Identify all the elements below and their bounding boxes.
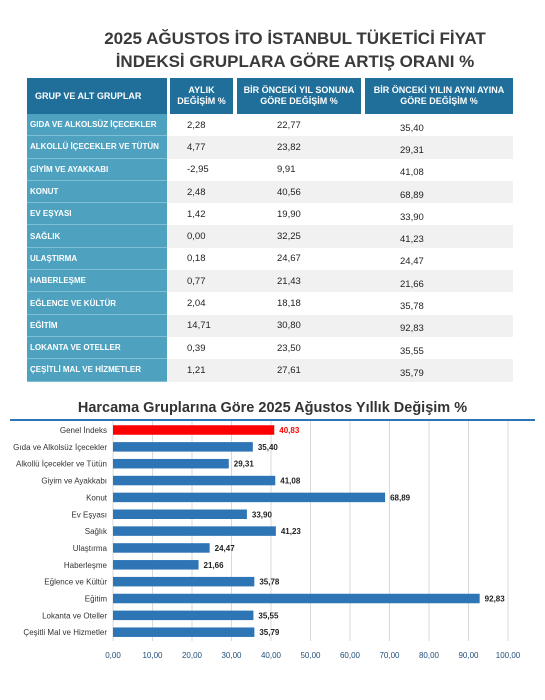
data-label: 35,79 — [259, 628, 280, 638]
category-label: Alkollü İçecekler ve Tütün — [15, 459, 107, 469]
data-label: 29,31 — [233, 459, 254, 469]
monthly-change: 0,00 — [187, 231, 206, 243]
ytd-change: 9,91 — [277, 164, 296, 176]
table-row — [27, 181, 513, 203]
group-name: EĞLENCE VE KÜLTÜR — [27, 292, 167, 314]
yoy-change: 41,08 — [400, 167, 424, 179]
monthly-change: 0,39 — [187, 342, 206, 354]
header-yoy: BİR ÖNCEKİ YILIN AYNI AYINA GÖRE DEĞİŞİM % — [365, 78, 513, 114]
group-name: SAĞLIK — [27, 225, 167, 247]
bar — [113, 493, 385, 503]
bar — [113, 577, 254, 587]
bar — [113, 627, 254, 637]
yoy-change: 29,31 — [400, 144, 424, 156]
x-tick-label: 40,00 — [260, 651, 282, 660]
data-label: 35,55 — [258, 611, 279, 621]
x-tick-label: 60,00 — [339, 651, 361, 660]
ytd-change: 40,56 — [277, 186, 301, 198]
monthly-change: 0,18 — [187, 253, 206, 265]
x-tick-label: 50,00 — [300, 651, 321, 660]
x-tick-label: 70,00 — [379, 651, 400, 660]
data-label: 41,08 — [280, 476, 301, 486]
bar — [113, 560, 199, 570]
page-title: 2025 AĞUSTOS İTO İSTANBUL TÜKETİCİ FİYAT — [104, 29, 486, 48]
group-name: EV EŞYASI — [27, 203, 167, 225]
ytd-change: 32,25 — [277, 231, 301, 243]
bar — [113, 442, 253, 452]
table-row — [27, 248, 513, 270]
table-row — [27, 292, 513, 314]
bar — [113, 543, 210, 553]
group-name: ALKOLLÜ İÇECEKLER VE TÜTÜN — [27, 136, 167, 158]
monthly-change: 2,28 — [187, 119, 206, 131]
group-name: EĞİTİM — [27, 315, 167, 337]
category-label: Lokanta ve Oteller — [42, 611, 107, 621]
x-tick-label: 10,00 — [142, 651, 163, 660]
x-tick-label: 0,00 — [105, 651, 121, 660]
ytd-change: 19,90 — [277, 208, 301, 220]
group-name: ÇEŞİTLİ MAL VE HİZMETLER — [27, 359, 167, 381]
group-name: ULAŞTIRMA — [27, 248, 167, 270]
ytd-change: 22,77 — [277, 119, 301, 131]
category-label: Ev Eşyası — [71, 510, 107, 520]
table-row — [27, 225, 513, 247]
header-ytd: BİR ÖNCEKİ YIL SONUNA GÖRE DEĞİŞİM % — [237, 78, 361, 114]
yoy-change: 35,78 — [400, 301, 424, 313]
category-label: Gıda ve Alkolsüz İçecekler — [13, 442, 107, 452]
category-label: Çeşitli Mal ve Hizmetler — [23, 628, 107, 638]
data-label: 92,83 — [484, 594, 505, 604]
ytd-change: 23,82 — [277, 141, 301, 153]
bar — [113, 459, 229, 469]
header-group: GRUP VE ALT GRUPLAR — [27, 78, 167, 114]
group-name: HABERLEŞME — [27, 270, 167, 292]
data-label: 35,40 — [257, 442, 278, 452]
group-name: GIDA VE ALKOLSÜZ İÇECEKLER — [27, 114, 167, 136]
monthly-change: 14,71 — [187, 320, 211, 332]
yoy-change: 35,55 — [400, 345, 424, 357]
table-row — [27, 203, 513, 225]
chart-title: Harcama Gruplarına Göre 2025 Ağustos Yıllık Değişim % — [77, 400, 468, 416]
ytd-change: 18,18 — [277, 298, 301, 310]
category-label: Ulaştırma — [72, 543, 107, 553]
data-label: 41,23 — [280, 527, 301, 537]
table-row — [27, 270, 513, 292]
x-tick-label: 90,00 — [458, 651, 479, 660]
group-name: KONUT — [27, 181, 167, 203]
yoy-change: 35,40 — [400, 122, 424, 134]
yoy-change: 24,47 — [400, 256, 424, 268]
ytd-change: 27,61 — [277, 364, 301, 376]
table-row — [27, 159, 513, 181]
monthly-change: 2,04 — [187, 298, 206, 310]
category-label: Haberleşme — [63, 560, 107, 570]
x-tick-label: 100,00 — [495, 651, 521, 660]
category-label: Giyim ve Ayakkabı — [41, 476, 107, 486]
data-label: 40,83 — [279, 426, 300, 435]
category-label: Sağlık — [84, 527, 107, 537]
table-row — [27, 315, 513, 337]
table-row — [27, 359, 513, 381]
data-label: 21,66 — [203, 560, 224, 570]
data-label: 68,89 — [390, 493, 411, 503]
data-label: 24,47 — [214, 543, 235, 553]
x-tick-label: 20,00 — [181, 651, 203, 660]
data-label: 33,90 — [251, 510, 272, 520]
monthly-change: 2,48 — [187, 186, 206, 198]
monthly-change: 4,77 — [187, 141, 206, 153]
monthly-change: 1,21 — [187, 364, 206, 376]
yoy-change: 68,89 — [400, 189, 424, 201]
table-row — [27, 114, 513, 136]
yoy-change: 92,83 — [400, 323, 424, 335]
category-label: Eğlence ve Kültür — [44, 577, 107, 587]
yoy-change: 41,23 — [400, 234, 424, 246]
category-label: Eğitim — [84, 594, 107, 604]
monthly-change: 0,77 — [187, 275, 206, 287]
data-table — [27, 114, 513, 382]
bar-chart — [0, 421, 545, 700]
table-row — [27, 136, 513, 158]
bar — [113, 476, 275, 486]
ytd-change: 24,67 — [277, 253, 301, 265]
ytd-change: 21,43 — [277, 275, 301, 287]
x-tick-label: 30,00 — [221, 651, 242, 660]
bar — [113, 594, 480, 604]
monthly-change: -2,95 — [187, 164, 209, 176]
page-subtitle: İNDEKSİ GRUPLARA GÖRE ARTIŞ ORANI % — [115, 52, 475, 71]
group-name: GİYİM VE AYAKKABI — [27, 159, 167, 181]
group-name: LOKANTA VE OTELLER — [27, 337, 167, 359]
header-monthly: AYLIK DEĞİŞİM % — [170, 78, 233, 114]
category-label: Konut — [86, 493, 107, 503]
x-tick-label: 80,00 — [418, 651, 440, 660]
bar — [113, 611, 253, 621]
bar — [113, 510, 247, 520]
yoy-change: 33,90 — [400, 211, 424, 223]
category-label: Genel İndeks — [59, 426, 107, 435]
yoy-change: 35,79 — [400, 367, 424, 379]
yoy-change: 21,66 — [400, 278, 424, 290]
bar — [113, 425, 274, 435]
table-row — [27, 337, 513, 359]
monthly-change: 1,42 — [187, 208, 206, 220]
ytd-change: 30,80 — [277, 320, 301, 332]
data-label: 35,78 — [259, 577, 280, 587]
bar — [113, 526, 276, 536]
ytd-change: 23,50 — [277, 342, 301, 354]
